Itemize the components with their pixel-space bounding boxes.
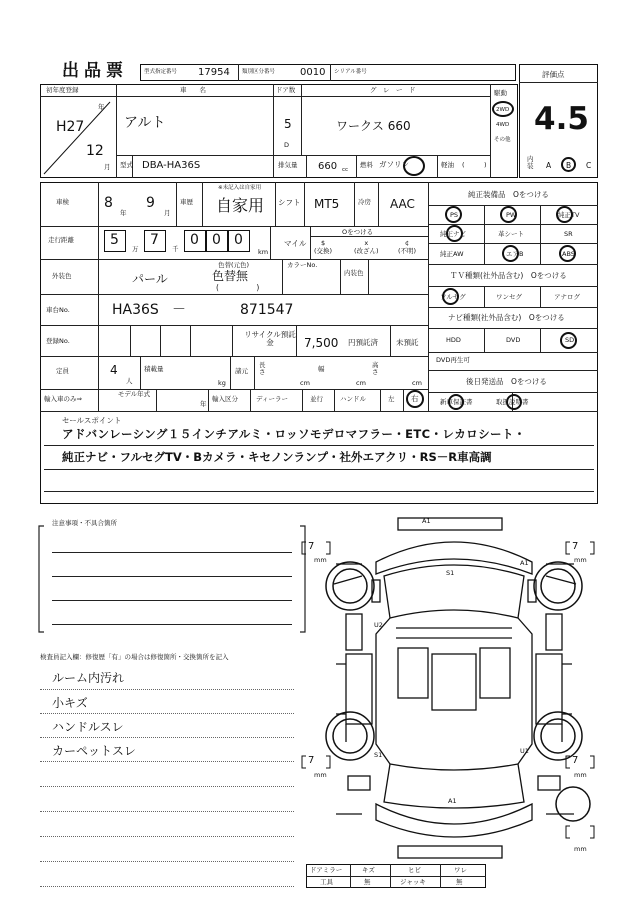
equipment-title: 純正装備品 Oをつける [468, 190, 549, 199]
later-manual-circle [506, 394, 522, 410]
car-name: アルト [124, 115, 166, 131]
model-year-label: モデル年式 [117, 390, 151, 398]
tv-title: ＴＶ種類(社外品含む) Oをつける [450, 271, 567, 280]
recycle-amount: 7,500 [304, 336, 339, 350]
inspect-label: 車検 [56, 198, 69, 206]
import-dealer: ディーラー [256, 395, 288, 403]
later-title: 後日発送品 Oをつける [466, 377, 547, 386]
grade-label: グ レ ー ド [370, 86, 416, 94]
cc-unit: cc [342, 167, 349, 173]
note-item-2: 小キズ [52, 696, 88, 710]
interior-color-label: 内装色 [344, 269, 364, 277]
shift-label: シフト [278, 198, 301, 207]
ac-label: 冷房 [358, 198, 371, 206]
equip-navi: 純正ナビ [440, 230, 466, 238]
import-label: 輸入車のみ⇒ [44, 395, 82, 403]
diesel-paren: ( ) [462, 161, 487, 169]
displacement: 660 [318, 161, 338, 172]
handle-left: 左 [388, 395, 395, 403]
dvd-playback: DVD再生可 [436, 356, 470, 364]
legend-door-mirror: ドアミラー [310, 866, 343, 874]
drive-2wd-circle [492, 101, 514, 117]
class-label: 類別区分番号 [242, 69, 276, 75]
month-unit: 月 [104, 163, 111, 171]
recycle-unpaid: 未預託 [396, 338, 419, 347]
tread-rl: 7 [308, 755, 315, 766]
equip-abs-circle [559, 245, 576, 262]
tread-spare-unit: mm [574, 845, 587, 853]
tread-rl-unit: mm [314, 771, 327, 779]
drive-other: その他 [494, 137, 511, 143]
legend-crack: ヒビ [408, 866, 421, 874]
tv-oneseg: ワンセグ [496, 293, 522, 301]
mileage-digit-5: 0 [234, 232, 243, 248]
class-no: 0010 [300, 67, 326, 78]
mileage-sen: 千 [172, 245, 179, 253]
equip-leather: 革シート [498, 230, 524, 238]
recycle-label: リサイクル預託金 [244, 330, 296, 348]
diagram-label-front-right: A1 [520, 559, 529, 567]
inspect-year-unit: 年 [120, 209, 127, 217]
frame-number: 871547 [240, 302, 294, 318]
mileage-digit-1: 5 [110, 232, 119, 248]
height-unit: cm [412, 379, 422, 387]
equip-navi-circle [446, 225, 463, 242]
mileage-digit-4: 0 [212, 232, 221, 248]
legend-tools: 工具 [320, 878, 333, 886]
load-unit: kg [218, 379, 226, 387]
sales-label: セールスポイント [62, 416, 122, 425]
door-count: 5 [284, 117, 292, 131]
door-sub: D [284, 141, 290, 149]
tv-fullseg-circle [442, 288, 459, 305]
dims-label: 諸元 [235, 367, 248, 375]
mileage-man: 万 [132, 245, 139, 253]
model-label: 型式 [120, 161, 133, 169]
color-no-label: カラーNo. [287, 261, 318, 269]
handle-label: ハンドル [340, 395, 366, 403]
tread-fl: 7 [308, 541, 315, 552]
interior-c: C [586, 161, 592, 170]
disp-label: 排気量 [278, 161, 298, 169]
car-name-label: 車 名 [180, 86, 206, 94]
interior-b: B [566, 161, 572, 170]
drive-2wd: 2WD [496, 107, 510, 113]
fuel-label: 燃料 [360, 161, 373, 169]
first-reg-label: 初年度登録 [46, 86, 79, 94]
usage-value: 自家用 [216, 196, 265, 215]
header-id-strip [140, 64, 516, 81]
year-unit: 年 [98, 103, 105, 111]
later-warranty-circle [448, 394, 464, 410]
tread-rr: 7 [572, 755, 579, 766]
interior-b-circle [561, 157, 576, 172]
interior-label: 内装 [527, 155, 534, 170]
note-item-3: ハンドルスレ [52, 720, 124, 734]
notes-bracket [38, 524, 306, 634]
equip-pw: PW [506, 211, 517, 219]
tread-fr: 7 [572, 541, 579, 552]
recycle-yen: 円預託済 [348, 338, 378, 347]
width-unit: cm [356, 379, 366, 387]
interior-a: A [546, 161, 552, 170]
sales-line-1: アドバンレーシング１５インチアルミ・ロッソモデロマフラー・ETC・レカロシート・ [62, 427, 526, 441]
equip-ps: PS [450, 211, 459, 219]
capacity-unit: 人 [126, 377, 133, 385]
equip-ps-circle [445, 206, 462, 223]
inspect-year: 8 [104, 195, 113, 211]
navi-sd-circle [560, 332, 577, 349]
equip-aw: 純正AW [440, 250, 464, 258]
drive-4wd: 4WD [496, 122, 510, 128]
diagram-label-hood: S1 [446, 569, 455, 577]
diagram-label-rear-bumper: A1 [448, 797, 457, 805]
equip-airbag-circle [502, 245, 519, 262]
legend-jack-none: 無 [456, 878, 463, 886]
model-year-unit: 年 [200, 400, 207, 408]
tv-fullseg: フルセグ [440, 293, 466, 301]
color-change-value: 色替無 [212, 269, 249, 283]
equip-tv: 純正TV [558, 211, 580, 219]
eval-score: 4.5 [534, 101, 589, 137]
frame-label: 車台No. [46, 306, 70, 314]
sheet-title: 出品票 [62, 61, 128, 81]
equip-pw-circle [500, 206, 517, 223]
eval-label: 評価点 [542, 70, 565, 79]
note-item-1: ルーム内汚れ [52, 671, 125, 685]
length-label: 長さ [259, 361, 266, 377]
color-change-paren: ( ) [216, 283, 260, 292]
fuel-value: ガソリン [379, 160, 409, 169]
tread-fl-unit: mm [314, 556, 327, 564]
note-item-4: カーペットスレ [52, 744, 136, 758]
equip-tv-circle [556, 206, 573, 223]
mileage-opt-unknown: ¢ (不明) [398, 239, 417, 255]
legend-jack: ジャッキ [400, 878, 426, 886]
frame-prefix: HA36S [112, 302, 159, 318]
mileage-km: km [258, 248, 269, 256]
tread-fr-unit: mm [574, 556, 587, 564]
equip-airbag: エアB [506, 250, 524, 258]
grade-value: ワークス 660 [336, 119, 411, 133]
model-cert-label: 型式指定番号 [144, 69, 178, 75]
mileage-opt-exchange: $ (交換) [314, 239, 333, 255]
length-unit: cm [300, 379, 310, 387]
handle-right: 右 [411, 394, 419, 403]
legend-scratch: キズ [362, 866, 375, 874]
equip-sr: SR [564, 230, 573, 238]
history-label: 車歴 [180, 198, 193, 206]
door-label: ドア数 [276, 86, 296, 94]
capacity-value: 4 [110, 363, 118, 377]
navi-hdd: HDD [446, 336, 461, 344]
shift-value: MT5 [314, 197, 340, 211]
mileage-label: 走行距離 [48, 236, 74, 244]
color-value: パール [132, 272, 168, 286]
frame-dash: － [172, 302, 186, 318]
diagram-label-rear-right: U1 [520, 747, 529, 755]
tread-rr-unit: mm [574, 771, 587, 779]
color-label: 外装色 [52, 272, 72, 280]
history-note: ※未記入は自家用 [218, 185, 262, 191]
mile-label: マイル [284, 239, 307, 248]
diesel-label: 軽油 [441, 161, 454, 169]
later-warranty: 新車保証書 [440, 398, 473, 406]
height-label: 高さ [372, 361, 379, 377]
reg-label: 登録No. [46, 337, 70, 345]
inspect-month-unit: 月 [164, 209, 171, 217]
handle-right-circle [406, 390, 424, 408]
import-parallel: 並行 [310, 395, 323, 403]
legend-tools-none: 無 [364, 878, 371, 886]
ac-value: AAC [390, 197, 415, 211]
fuel-circle [403, 156, 425, 176]
model-code: DBA-HA36S [142, 160, 201, 171]
drive-label: 駆動 [494, 89, 507, 97]
mileage-mark-note: Oをつける [342, 228, 374, 236]
color-change-label: 色替(元色) [218, 261, 250, 269]
serial-label: シリアル番号 [334, 69, 367, 75]
width-label: 幅 [318, 365, 325, 373]
notes-title: 注意事項・不具合箇所 [52, 519, 117, 527]
navi-sd: SD [565, 336, 575, 344]
tv-analog: アナログ [554, 293, 580, 301]
diagram-label-left-door: U2 [374, 621, 383, 629]
first-reg-month: 12 [86, 143, 104, 159]
mileage-digit-3: 0 [190, 232, 199, 248]
load-label: 積載量 [144, 365, 164, 373]
inspect-month: 9 [146, 195, 155, 211]
navi-title: ナビ種類(社外品含む) Oをつける [448, 313, 565, 322]
import-class-label: 輸入区分 [212, 395, 238, 403]
mileage-opt-tamper: x (改ざん) [354, 239, 379, 255]
sales-line-2: 純正ナビ・フルセグTV・Bカメラ・キセノンランプ・社外エアクリ・RS－R車高調 [62, 450, 492, 464]
inspector-title: 検査員記入欄：修復歴「有」の場合は修復箇所・交換箇所を記入 [40, 653, 229, 661]
equip-abs: ABS [562, 250, 575, 258]
model-cert-no: 17954 [198, 67, 230, 78]
diagram-label-rear-left: S1 [374, 751, 383, 759]
first-reg-era: H27 [56, 119, 85, 135]
legend-break: ワレ [454, 866, 467, 874]
tread-brackets [300, 540, 600, 840]
diagram-label-front-bumper: A1 [422, 517, 431, 525]
later-manual: 取扱説明書 [496, 398, 529, 406]
capacity-label: 定員 [56, 367, 69, 375]
mileage-digit-2: 7 [150, 232, 159, 248]
navi-dvd: DVD [506, 336, 521, 344]
